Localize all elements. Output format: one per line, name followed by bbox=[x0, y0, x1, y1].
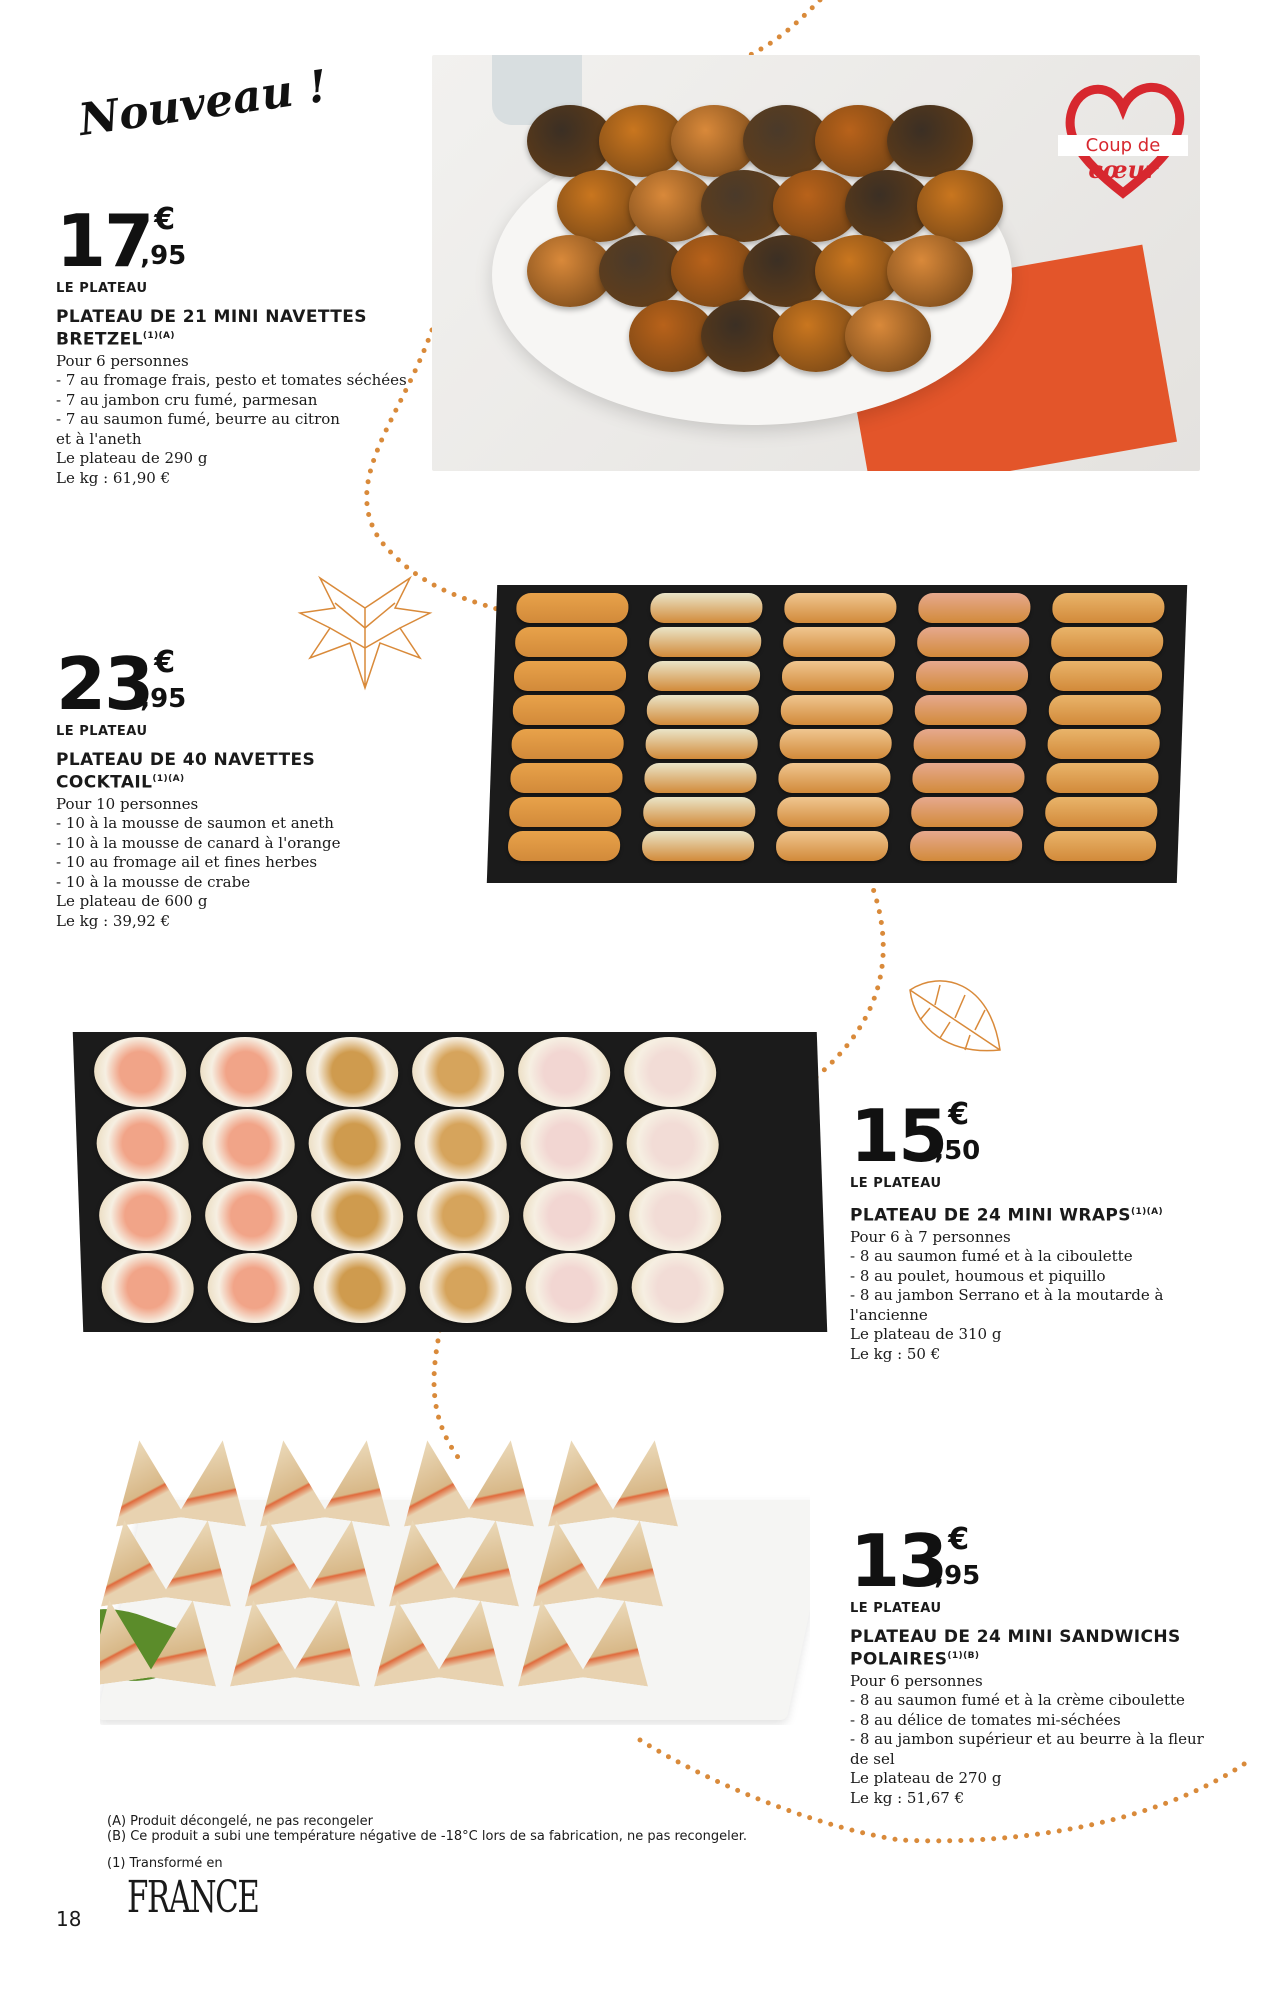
price-integer: 15 bbox=[850, 1094, 947, 1178]
navette bbox=[777, 797, 890, 827]
description-line: Le plateau de 310 g bbox=[850, 1325, 1002, 1344]
product-title-line1: PLATEAU DE 24 MINI SANDWICHS bbox=[850, 1627, 1181, 1647]
wrap-roll bbox=[625, 1109, 719, 1179]
price-currency: € bbox=[948, 1097, 970, 1132]
description-line: - 7 au fromage frais, pesto et tomates séchées bbox=[56, 371, 407, 390]
product-title bbox=[850, 1628, 1250, 1670]
price-currency: € bbox=[154, 202, 176, 237]
product-title-line2: POLAIRES bbox=[850, 1649, 948, 1670]
product-description bbox=[850, 1672, 1250, 1809]
navette bbox=[914, 695, 1027, 725]
navette bbox=[511, 729, 624, 759]
navette bbox=[780, 695, 893, 725]
description-line: Pour 6 personnes bbox=[850, 1671, 983, 1690]
navette bbox=[1044, 831, 1157, 861]
description-line: Le kg : 50 € bbox=[850, 1344, 941, 1363]
description-line: - 8 au délice de tomates mi-séchées bbox=[850, 1710, 1121, 1729]
navette bbox=[910, 831, 1023, 861]
navette bbox=[516, 593, 629, 623]
wrap-roll bbox=[307, 1109, 401, 1179]
price-cents: ,95 bbox=[140, 684, 187, 714]
bretzel-bun bbox=[845, 300, 931, 372]
wrap-roll bbox=[95, 1109, 189, 1179]
navette bbox=[1048, 695, 1161, 725]
navette bbox=[916, 661, 1029, 691]
navette bbox=[776, 831, 889, 861]
navette bbox=[646, 695, 759, 725]
description-line: - 10 à la mousse de canard à l'orange bbox=[56, 833, 341, 852]
wrap-roll bbox=[517, 1037, 611, 1107]
wrap-roll bbox=[310, 1181, 404, 1251]
product-title-ref: (1)(B) bbox=[947, 1651, 980, 1661]
navette bbox=[1050, 661, 1163, 691]
product-title-ref: (1)(A) bbox=[1130, 1207, 1164, 1217]
description-line: - 10 au fromage ail et fines herbes bbox=[56, 853, 318, 872]
price-unit: LE PLATEAU bbox=[850, 1601, 942, 1616]
leaf-icon bbox=[900, 960, 1010, 1070]
sandwich-triangle bbox=[105, 1436, 186, 1527]
product-description bbox=[56, 352, 416, 489]
price-integer: 23 bbox=[56, 642, 153, 726]
description-line: de sel bbox=[850, 1749, 895, 1768]
product-title-line2: COCKTAIL bbox=[56, 772, 153, 793]
wrap-roll bbox=[630, 1253, 724, 1323]
product-description bbox=[56, 795, 416, 932]
bretzel-bun bbox=[887, 235, 973, 307]
footnote-a: (A) Produit décongelé, ne pas recongeler bbox=[107, 1814, 373, 1829]
navette bbox=[648, 661, 761, 691]
navette bbox=[1052, 593, 1165, 623]
bretzel-bun bbox=[917, 170, 1003, 242]
description-line: Le plateau de 600 g bbox=[56, 892, 208, 911]
navette bbox=[784, 593, 897, 623]
badge-line1: Coup de bbox=[1058, 135, 1188, 156]
navette bbox=[508, 831, 621, 861]
description-line: Le plateau de 270 g bbox=[850, 1769, 1002, 1788]
product-card-navettes-bretzel bbox=[56, 199, 416, 488]
navette bbox=[510, 763, 623, 793]
description-line: Pour 6 personnes bbox=[56, 351, 189, 370]
product-photo-navettes-cocktail bbox=[487, 585, 1187, 883]
navette bbox=[642, 831, 755, 861]
price bbox=[850, 1519, 1250, 1603]
price-integer: 13 bbox=[850, 1519, 947, 1603]
product-title-line1: PLATEAU DE 24 MINI WRAPS bbox=[850, 1205, 1131, 1226]
description-line: Pour 6 à 7 personnes bbox=[850, 1227, 1011, 1246]
navette bbox=[1051, 627, 1164, 657]
description-line: - 8 au saumon fumé et à la ciboulette bbox=[850, 1247, 1133, 1266]
price bbox=[56, 642, 416, 726]
description-line: - 10 à la mousse de saumon et aneth bbox=[56, 814, 334, 833]
price-cents: ,50 bbox=[934, 1136, 981, 1166]
navette bbox=[643, 797, 756, 827]
wrap-roll bbox=[524, 1253, 618, 1323]
page-number: 18 bbox=[56, 1907, 82, 1931]
navette bbox=[514, 661, 627, 691]
wrap-roll bbox=[519, 1109, 613, 1179]
badge-line2: cœur bbox=[1088, 155, 1158, 184]
product-card-navettes-cocktail bbox=[56, 642, 416, 931]
wrap-roll bbox=[199, 1037, 293, 1107]
wrap-roll bbox=[413, 1109, 507, 1179]
description-line: - 10 à la mousse de crabe bbox=[56, 872, 251, 891]
description-line: - 8 au jambon Serrano et à la moutarde à bbox=[850, 1286, 1164, 1305]
wrap-roll bbox=[522, 1181, 616, 1251]
bretzel-bun bbox=[887, 105, 973, 177]
navette bbox=[778, 763, 891, 793]
product-title-line2: BRETZEL bbox=[56, 329, 143, 350]
wrap-roll bbox=[623, 1037, 717, 1107]
product-card-mini-wraps bbox=[850, 1094, 1230, 1364]
product-card-mini-sandwichs bbox=[850, 1519, 1250, 1808]
wrap-roll bbox=[312, 1253, 406, 1323]
navette bbox=[649, 627, 762, 657]
navette bbox=[782, 661, 895, 691]
navette bbox=[912, 763, 1025, 793]
price-unit: LE PLATEAU bbox=[56, 724, 148, 739]
price-integer: 17 bbox=[56, 199, 153, 283]
price-currency: € bbox=[948, 1522, 970, 1557]
description-line: - 8 au saumon fumé et à la crème ciboulette bbox=[850, 1691, 1185, 1710]
price-cents: ,95 bbox=[140, 241, 187, 271]
description-line: Le kg : 51,67 € bbox=[850, 1788, 965, 1807]
product-photo-mini-sandwichs bbox=[100, 1430, 810, 1725]
wrap-roll bbox=[305, 1037, 399, 1107]
description-line: Pour 10 personnes bbox=[56, 794, 199, 813]
navette bbox=[512, 695, 625, 725]
description-line: - 8 au poulet, houmous et piquillo bbox=[850, 1266, 1106, 1285]
navette bbox=[515, 627, 628, 657]
navette bbox=[1047, 729, 1160, 759]
navette bbox=[650, 593, 763, 623]
nouveau-heading: Nouveau ! bbox=[75, 60, 331, 147]
price-unit: LE PLATEAU bbox=[56, 281, 148, 296]
product-title-line1: PLATEAU DE 21 MINI NAVETTES bbox=[56, 307, 367, 327]
product-description bbox=[850, 1228, 1230, 1365]
navette bbox=[911, 797, 1024, 827]
product-title bbox=[56, 308, 416, 350]
france-label: FRANCE bbox=[127, 1872, 259, 1923]
navette bbox=[509, 797, 622, 827]
wrap-roll bbox=[100, 1253, 194, 1323]
description-line: Le plateau de 290 g bbox=[56, 449, 208, 468]
navette bbox=[913, 729, 1026, 759]
wrap-roll bbox=[206, 1253, 300, 1323]
wrap-roll bbox=[98, 1181, 192, 1251]
price bbox=[850, 1094, 1230, 1178]
product-title bbox=[850, 1203, 1230, 1226]
wrap-roll bbox=[628, 1181, 722, 1251]
product-title-ref: (1)(A) bbox=[142, 331, 175, 341]
wrap-roll bbox=[201, 1109, 295, 1179]
description-line: Le kg : 61,90 € bbox=[56, 468, 171, 487]
wrap-roll bbox=[418, 1253, 512, 1323]
navette bbox=[1045, 797, 1158, 827]
navette bbox=[1046, 763, 1159, 793]
wrap-roll bbox=[93, 1037, 187, 1107]
coup-de-coeur-badge bbox=[1058, 73, 1188, 203]
navette bbox=[783, 627, 896, 657]
navette bbox=[645, 729, 758, 759]
price-cents: ,95 bbox=[934, 1561, 981, 1591]
product-title-ref: (1)(A) bbox=[152, 774, 185, 784]
footnote-transformed: (1) Transformé en bbox=[107, 1856, 223, 1871]
navette bbox=[918, 593, 1031, 623]
price-currency: € bbox=[154, 645, 176, 680]
footnote-b: (B) Ce produit a subi une température négative de -18°C lors de sa fabrication, ne pas recongeler. bbox=[107, 1829, 748, 1844]
price bbox=[56, 199, 416, 283]
product-title bbox=[56, 751, 416, 793]
price-unit: LE PLATEAU bbox=[850, 1176, 942, 1191]
navette bbox=[644, 763, 757, 793]
product-title-line1: PLATEAU DE 40 NAVETTES bbox=[56, 750, 316, 770]
wrap-roll bbox=[411, 1037, 505, 1107]
navette bbox=[779, 729, 892, 759]
description-line: et à l'aneth bbox=[56, 429, 142, 448]
product-photo-mini-wraps bbox=[73, 1032, 827, 1332]
navette bbox=[917, 627, 1030, 657]
description-line: - 7 au saumon fumé, beurre au citron bbox=[56, 410, 340, 429]
wrap-roll bbox=[204, 1181, 298, 1251]
description-line: l'ancienne bbox=[850, 1305, 928, 1324]
description-line: - 8 au jambon supérieur et au beurre à la fleur bbox=[850, 1730, 1204, 1749]
description-line: Le kg : 39,92 € bbox=[56, 911, 171, 930]
description-line: - 7 au jambon cru fumé, parmesan bbox=[56, 390, 318, 409]
wrap-roll bbox=[416, 1181, 510, 1251]
